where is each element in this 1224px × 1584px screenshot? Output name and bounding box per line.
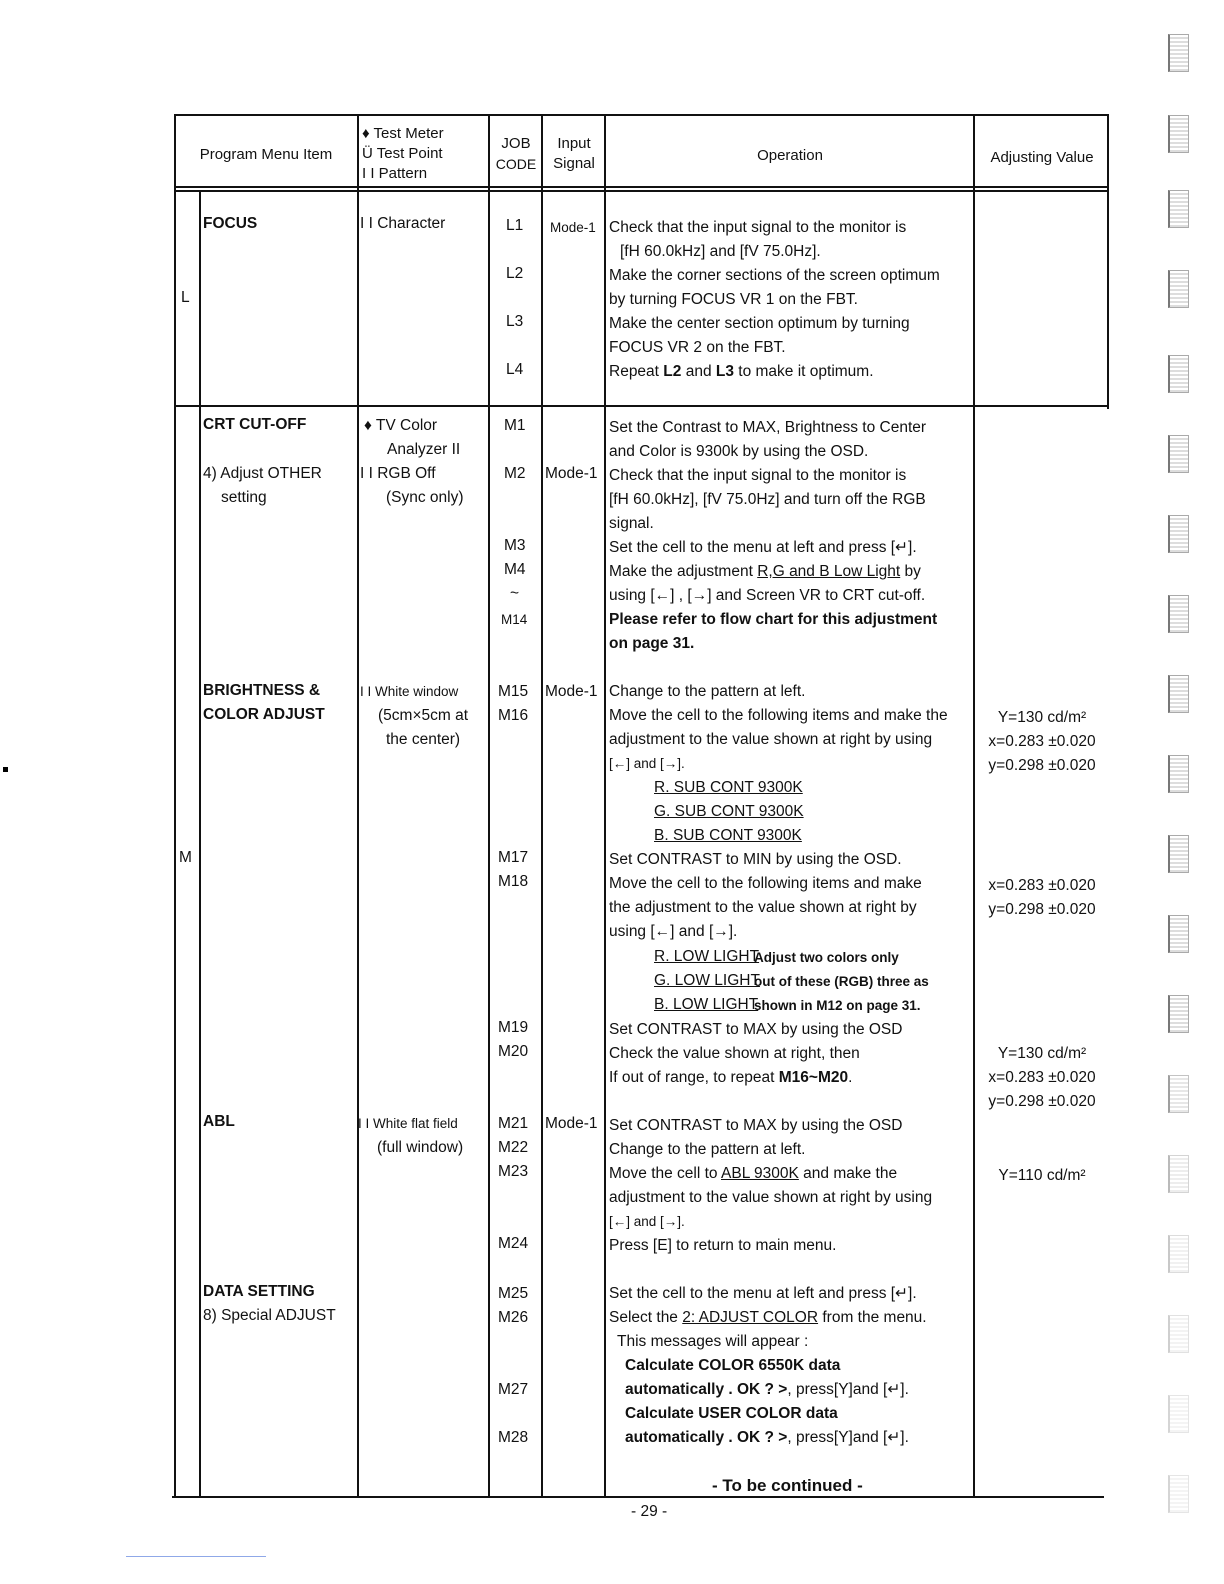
operation-line: using [←] , [→] and Screen VR to CRT cut-off.: [609, 587, 926, 604]
rule: [174, 114, 1109, 116]
pattern: I I White window: [360, 684, 459, 699]
header-input: Input: [557, 135, 591, 152]
job-code: M21: [498, 1115, 529, 1132]
pattern: I I White flat field: [358, 1116, 458, 1131]
operation-line: Press [E] to return to main menu.: [609, 1237, 837, 1254]
operation-line: FOCUS VR 2 on the FBT.: [609, 339, 786, 356]
binding-edge: [1168, 995, 1189, 1033]
item-data-setting: DATA SETTING: [203, 1283, 315, 1300]
code-ref: M16~M20: [778, 1069, 849, 1086]
operation-line: Set the Contrast to MAX, Brightness to Center: [609, 419, 927, 436]
text: , press[Y]and [↵].: [787, 1429, 909, 1446]
item-color-adjust: COLOR ADJUST: [203, 706, 325, 723]
operation-line: using [←] and [→].: [609, 923, 738, 940]
adjusting-value: Y=130 cd/m²: [997, 1045, 1087, 1062]
operation-line: the adjustment to the value shown at right by: [609, 899, 917, 916]
rule: [174, 190, 1109, 192]
pattern: the center): [386, 731, 461, 748]
rule: [174, 405, 1109, 407]
binding-edge: [1168, 835, 1189, 873]
operation-line: [609, 360, 874, 384]
operation-line: [609, 560, 921, 584]
note-line: Adjust two colors only: [754, 950, 899, 965]
text: If out of range, to repeat: [609, 1069, 779, 1086]
binding-edge: [1168, 515, 1189, 553]
adjusting-value: x=0.283 ±0.020: [988, 733, 1096, 750]
item-focus: FOCUS: [203, 215, 258, 232]
menu-item: G. SUB CONT 9300K: [654, 803, 804, 820]
binding-edge: [1168, 1475, 1189, 1513]
binding-edge: [1168, 755, 1189, 793]
header-signal: Signal: [553, 155, 595, 172]
operation-line: Calculate COLOR 6550K data: [625, 1357, 841, 1374]
rule: [172, 1496, 1104, 1498]
adjusting-value: x=0.283 ±0.020: [988, 877, 1096, 894]
adjusting-value: x=0.283 ±0.020: [988, 1069, 1096, 1086]
operation-line: Change to the pattern at left.: [609, 683, 806, 700]
text: by: [900, 563, 921, 580]
rule: [541, 114, 543, 1497]
job-code: M14: [501, 612, 528, 627]
rule: [357, 114, 359, 1497]
operation-line: Move the cell to the following items and make the: [609, 707, 948, 724]
rule: [174, 114, 176, 1497]
underlined-text: 2: ADJUST COLOR: [682, 1309, 819, 1326]
binding-edge: [1168, 1155, 1189, 1193]
binding-edge: [1168, 270, 1189, 308]
operation-line: [fH 60.0kHz] and [fV 75.0Hz].: [620, 243, 821, 260]
job-code: M16: [498, 707, 529, 724]
rule: [199, 190, 201, 1497]
pattern: (full window): [377, 1139, 464, 1156]
operation-line: Check that the input signal to the monitor is: [609, 219, 907, 236]
binding-edge: [1168, 1235, 1189, 1273]
text: and: [681, 363, 716, 380]
job-code: M17: [498, 849, 529, 866]
text: automatically . OK ? >: [625, 1381, 788, 1398]
menu-item: B. SUB CONT 9300K: [654, 827, 802, 844]
binding-edge: [1168, 675, 1189, 713]
adjusting-value: Y=110 cd/m²: [998, 1167, 1086, 1184]
job-code: M24: [498, 1235, 529, 1252]
header-pattern: I I Pattern: [362, 165, 428, 182]
adjusting-value: Y=130 cd/m²: [997, 709, 1087, 726]
operation-line: [fH 60.0kHz], [fV 75.0Hz] and turn off the RGB: [609, 491, 926, 508]
binding-edge: [1168, 34, 1189, 72]
rule: [973, 114, 975, 1497]
adjusting-value: y=0.298 ±0.020: [988, 901, 1096, 918]
job-code: M2: [504, 465, 526, 482]
note-line: out of these (RGB) three as: [754, 974, 929, 989]
header-code: CODE: [495, 156, 537, 172]
binding-edge: [1168, 435, 1189, 473]
operation-line: Check the value shown at right, then: [609, 1045, 860, 1062]
text: to make it optimum.: [733, 363, 874, 380]
operation-line: Set the cell to the menu at left and press [↵].: [609, 539, 917, 556]
text: .: [848, 1069, 853, 1086]
binding-edge: [1168, 595, 1189, 633]
operation-line: [625, 1378, 909, 1402]
header-program-menu-item: Program Menu Item: [199, 146, 333, 163]
operation-line: Set CONTRAST to MAX by using the OSD: [609, 1117, 903, 1134]
underlined-text: R,G and B Low Light: [757, 563, 901, 580]
input-signal: Mode-1: [545, 1115, 598, 1132]
input-signal: Mode-1: [545, 683, 598, 700]
rule: [604, 114, 606, 1497]
item-abl: ABL: [203, 1113, 235, 1130]
text: from the menu.: [818, 1309, 927, 1326]
operation-line: signal.: [609, 515, 654, 532]
header-operation: Operation: [757, 147, 823, 164]
operation-line: [609, 1306, 927, 1330]
header-adjusting-value: Adjusting Value: [990, 149, 1094, 166]
header-job: JOB: [501, 135, 531, 152]
operation-line: adjustment to the value shown at right by using: [609, 731, 933, 748]
text: Move the cell to: [609, 1165, 722, 1182]
item-brightness: BRIGHTNESS &: [203, 682, 321, 699]
operation-line: [←] and [→].: [609, 756, 685, 771]
operation-line: Check that the input signal to the monitor is: [609, 467, 907, 484]
text: and make the: [798, 1165, 898, 1182]
item-crt-cut-off: CRT CUT-OFF: [203, 416, 307, 433]
header-test-meter: ♦ Test Meter: [362, 125, 444, 142]
item-sub: setting: [221, 489, 267, 506]
job-code: M1: [504, 417, 526, 434]
job-code: M19: [498, 1019, 529, 1036]
input-signal: Mode-1: [550, 220, 596, 235]
rule: [488, 114, 490, 1497]
job-code: M25: [498, 1285, 529, 1302]
operation-line: on page 31.: [609, 635, 695, 652]
operation-line: Set CONTRAST to MIN by using the OSD.: [609, 851, 902, 868]
operation-line: [609, 1066, 852, 1090]
text: Repeat: [609, 363, 664, 380]
binding-edge: [1168, 355, 1189, 393]
job-code: M23: [498, 1163, 529, 1180]
operation-line: Move the cell to the following items and make: [609, 875, 922, 892]
operation-line: Please refer to flow chart for this adjustment: [609, 611, 938, 628]
code-ref: L2: [663, 363, 682, 380]
menu-item: G. LOW LIGHT: [654, 972, 760, 989]
pattern: (Sync only): [386, 489, 464, 506]
pattern-character: I I Character: [360, 215, 446, 232]
binding-edge: [1168, 1315, 1189, 1353]
code-ref: L3: [715, 363, 734, 380]
job-code: M20: [498, 1043, 529, 1060]
operation-line: adjustment to the value shown at right by using: [609, 1189, 933, 1206]
text: Make the adjustment: [609, 563, 758, 580]
pattern: I I RGB Off: [360, 465, 436, 482]
job-code: L2: [506, 265, 524, 282]
operation-line: Set CONTRAST to MAX by using the OSD: [609, 1021, 903, 1038]
operation-line: [625, 1426, 909, 1450]
operation-line: Make the center section optimum by turning: [609, 315, 910, 332]
operation-line: and Color is 9300k by using the OSD.: [609, 443, 869, 460]
text: automatically . OK ? >: [625, 1429, 788, 1446]
item-sub: 8) Special ADJUST: [203, 1307, 336, 1324]
job-code: M27: [498, 1381, 529, 1398]
operation-line: Change to the pattern at left.: [609, 1141, 806, 1158]
job-code: M15: [498, 683, 529, 700]
text: , press[Y]and [↵].: [787, 1381, 909, 1398]
operation-line: Calculate USER COLOR data: [625, 1405, 838, 1422]
job-code: M4: [504, 561, 526, 578]
text: Select the: [609, 1309, 683, 1326]
rule: [174, 186, 1109, 188]
item-sub: 4) Adjust OTHER: [203, 465, 322, 482]
operation-line: Make the corner sections of the screen optimum: [609, 267, 940, 284]
scan-dot: [3, 767, 8, 772]
operation-line: This messages will appear :: [617, 1333, 809, 1350]
input-signal: Mode-1: [545, 465, 598, 482]
operation-line: by turning FOCUS VR 1 on the FBT.: [609, 291, 858, 308]
binding-edge: [1168, 190, 1189, 228]
operation-line: [←] and [→].: [609, 1214, 685, 1229]
underlined-text: ABL 9300K: [721, 1165, 799, 1182]
test-meter: ♦ TV Color: [364, 417, 438, 434]
page-number: - 29 -: [631, 1503, 668, 1520]
job-code: L1: [506, 217, 524, 234]
job-code: M28: [498, 1429, 529, 1446]
to-be-continued: - To be continued -: [712, 1476, 863, 1495]
job-code: M22: [498, 1139, 529, 1156]
binding-edge: [1168, 1075, 1189, 1113]
test-meter: Analyzer II: [387, 441, 461, 458]
pattern: (5cm×5cm at: [378, 707, 469, 724]
job-code: M18: [498, 873, 529, 890]
header-test-point: Ü Test Point: [362, 145, 443, 162]
job-code: M3: [504, 537, 526, 554]
binding-edge: [1168, 115, 1189, 153]
operation-line: Set the cell to the menu at left and press [↵].: [609, 1285, 917, 1302]
adjusting-value: y=0.298 ±0.020: [988, 1093, 1096, 1110]
binding-edge: [1168, 1395, 1189, 1433]
section-letter-l: L: [181, 289, 190, 306]
job-code: L4: [506, 361, 524, 378]
binding-edge: [1168, 915, 1189, 953]
menu-item: R. SUB CONT 9300K: [654, 779, 803, 796]
menu-item: R. LOW LIGHT: [654, 948, 760, 965]
job-code: L3: [506, 313, 524, 330]
operation-line: [609, 1162, 897, 1186]
job-code: ~: [510, 585, 520, 602]
section-letter-m: M: [179, 849, 192, 866]
job-code: M26: [498, 1309, 529, 1326]
scan-line: [126, 1556, 266, 1557]
adjusting-value: y=0.298 ±0.020: [988, 757, 1096, 774]
menu-item: B. LOW LIGHT: [654, 996, 759, 1013]
note-line: shown in M12 on page 31.: [754, 998, 921, 1013]
